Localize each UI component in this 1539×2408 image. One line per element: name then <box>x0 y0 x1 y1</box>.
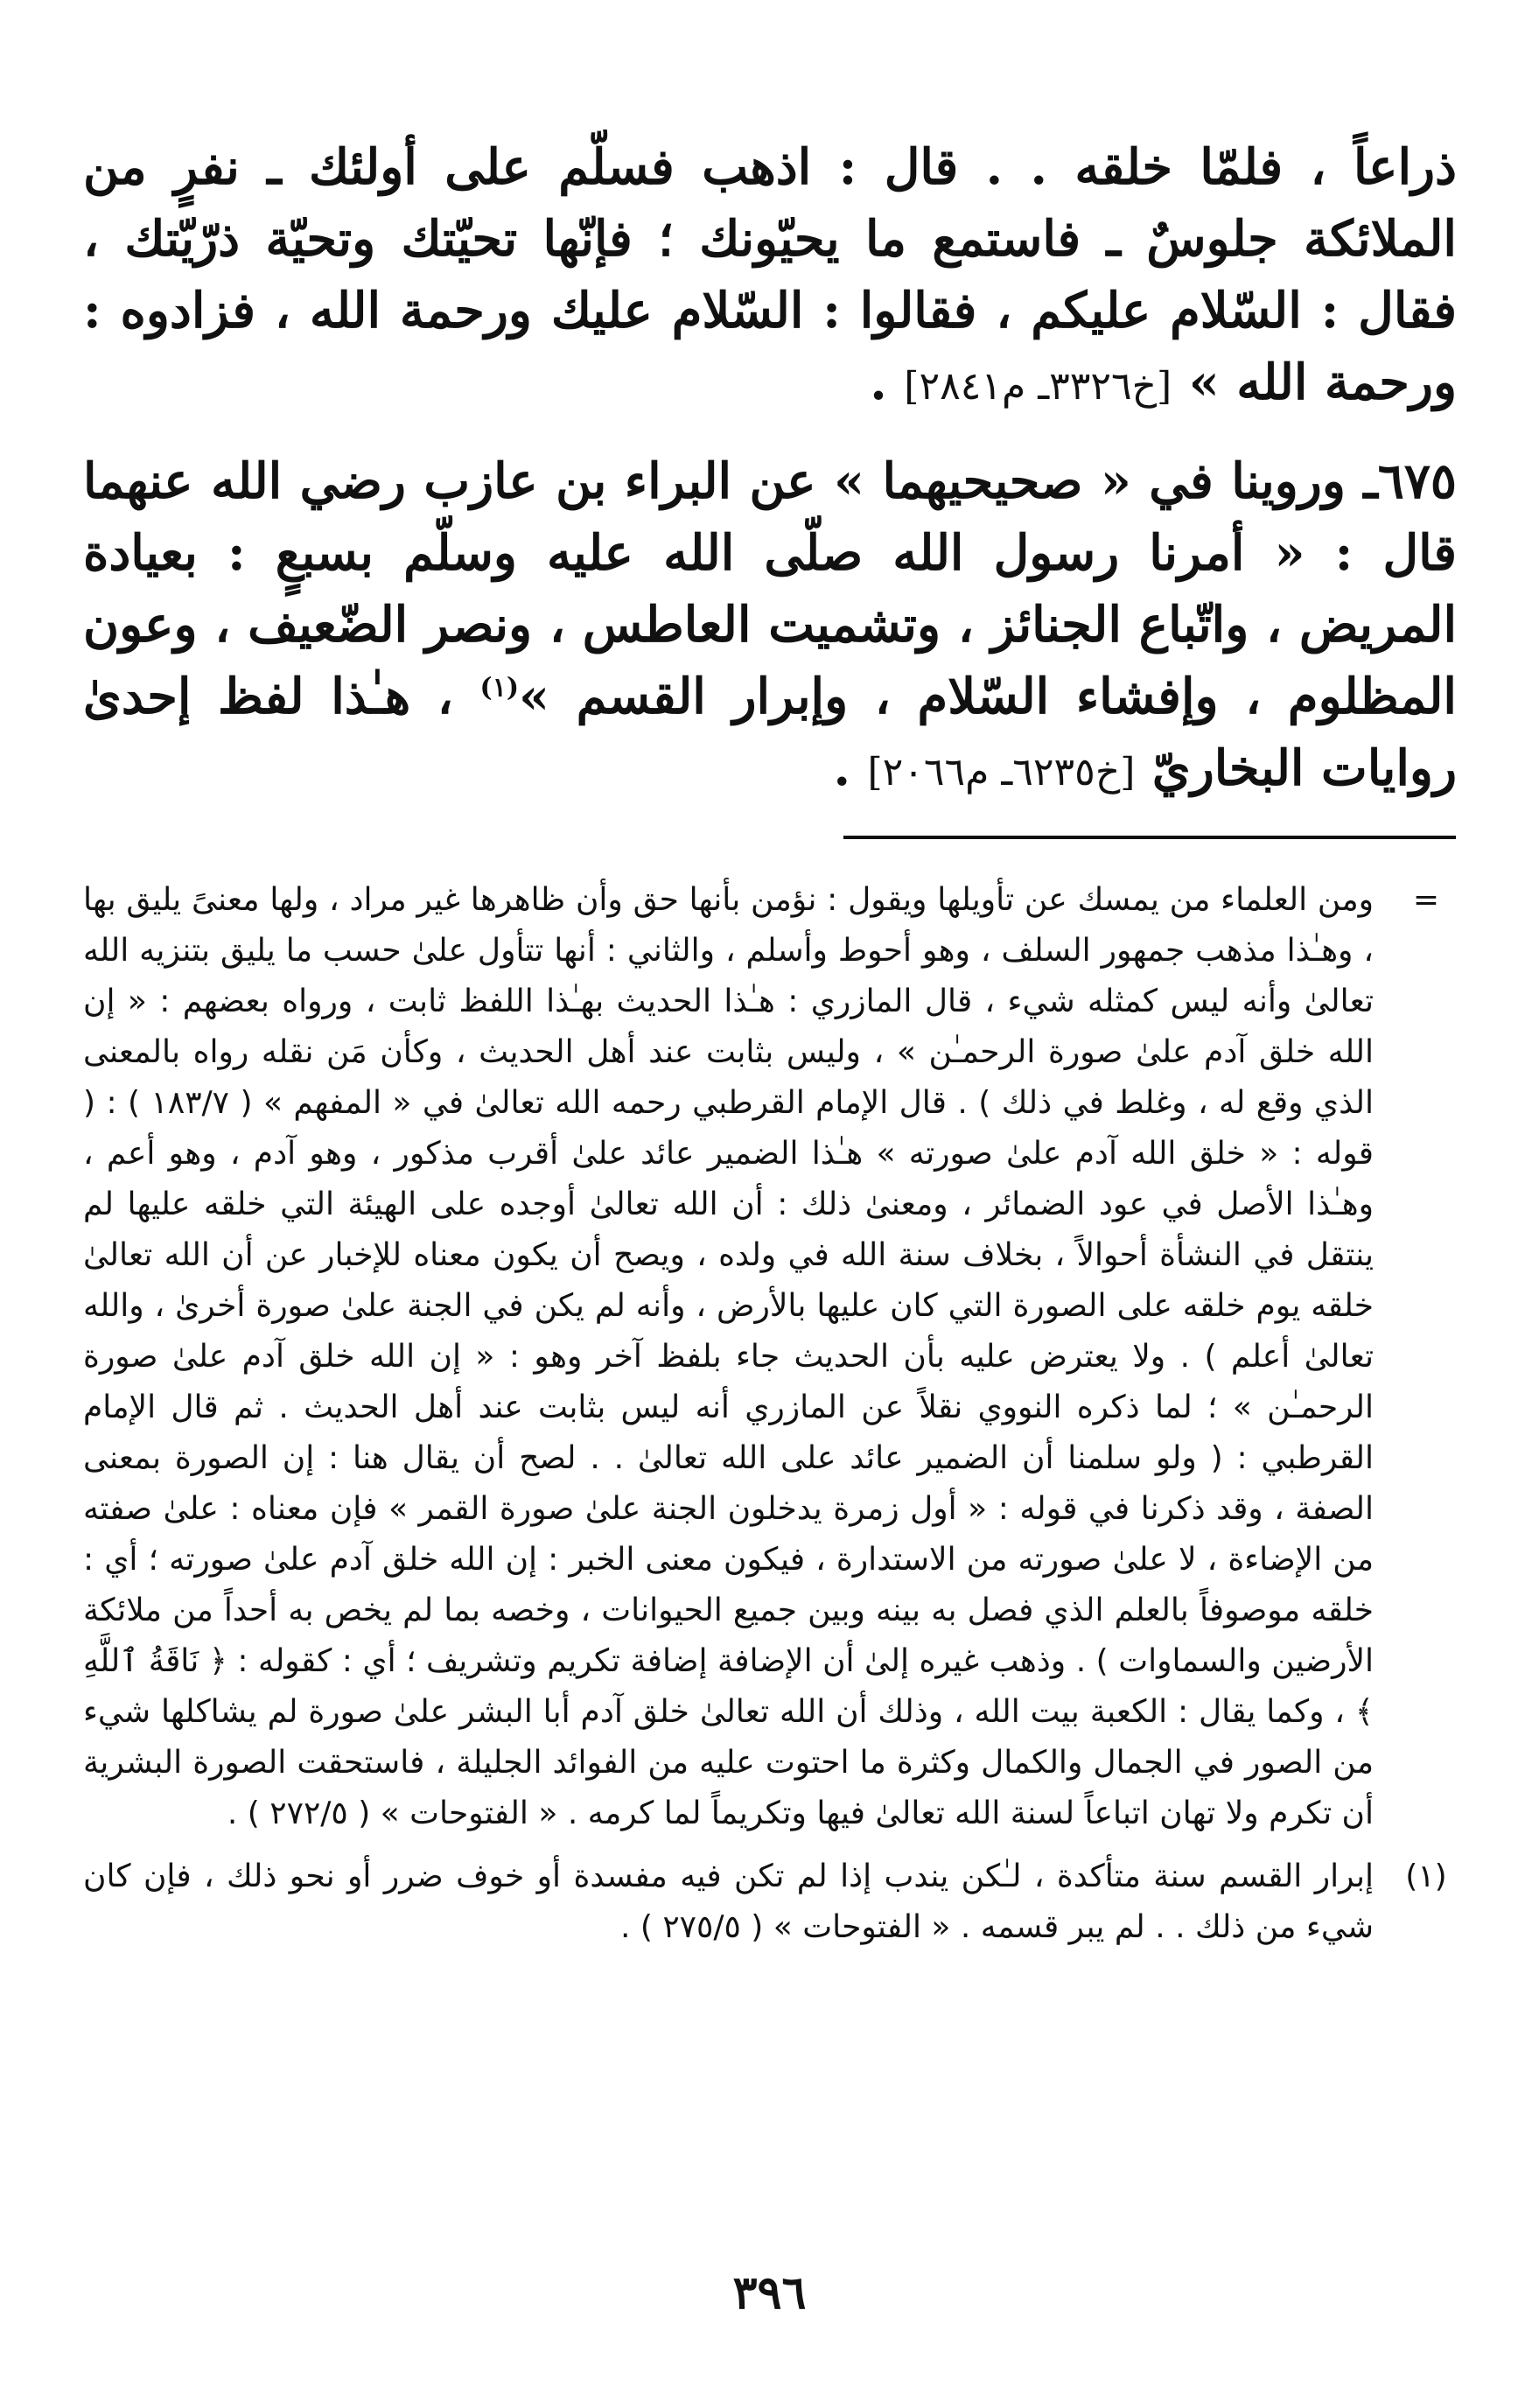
footnote-continuation-marker: = <box>1412 882 1440 918</box>
footnote-1 <box>83 1852 1457 1953</box>
footnote-text: ومن العلماء من يمسك عن تأويلها ويقول : نؤمن بأنها حق وأن ظاهرها غير مراد ، ولها معنىً يليق بها ، وهـٰذا مذهب جمهور السلف ، وهو أحوط وأسلم ، والثاني : أنها تتأول علىٰ حسب ما يليق بتنزيه الله تعالىٰ وأنه ليس كمثله شيء ، قال المازري : هـٰذا الحديث بهـٰذا اللفظ ثابت ، ورواه بعضهم : « إن الله خلق آدم علىٰ صورة الرحمـٰن » ، وليس بثابت عند أهل الحديث ، وكأن مَن نقله رواه بالمعنى الذي وقع له ، وغلط في ذلك ) . قال الإمام القرطبي رحمه الله تعالىٰ في « المفهم » ( ١٨٣/٧ ) : ( قوله : « خلق الله آدم علىٰ صورته » هـٰذا الضمير عائد علىٰ أقرب مذكور ، وهو آدم ، وهو أعم ، وهـٰذا الأصل في عود الضمائر ، ومعنىٰ ذلك : أن الله تعالىٰ أوجده على الهيئة التي خلقه عليها لم ينتقل في النشأة أحوالاً ، بخلاف سنة الله في ولده ، ويصح أن يكون معناه للإخبار عن أن الله تعالىٰ خلقه يوم خلقه على الصورة التي كان عليها بالأرض ، وأنه لم يكن في الجنة علىٰ صورة أخرىٰ ، والله تعالىٰ أعلم ) . ولا يعترض عليه بأن الحديث جاء بلفظ آخر وهو : « إن الله خلق آدم علىٰ صورة الرحمـٰن » ؛ لما ذكره النووي نقلاً عن المازري أنه ليس بثابت عند أهل الحديث . ثم قال الإمام القرطبي : ( ولو سلمنا أن الضمير عائد على الله تعالىٰ . . لصح أن يقال هنا : إن الصورة بمعنى الصفة ، وقد ذكرنا في قوله : « أول زمرة يدخلون الجنة علىٰ صورة القمر » فإن معناه : علىٰ صفته من الإضاءة ، لا علىٰ صورته من الاستدارة ، فيكون معنى الخبر : إن الله خلق آدم علىٰ صورته ؛ أي : خلقه موصوفاً بالعلم الذي فصل به بينه وبين جميع الحيوانات ، وخصه بما لم يخص به أحداً من ملائكة الأرضين والسماوات ) . وذهب غيره إلىٰ أن الإضافة إضافة تكريم وتشريف ؛ أي : كقوله : ﴿ نَاقَةُ ٱللَّهِ ﴾ ، وكما يقال : الكعبة بيت الله ، وذلك أن الله تعالىٰ خلق آدم أبا البشر علىٰ صورة لم يشاكلها شيء من الصور في الجمال والكمال وكثرة ما احتوت عليه من الفوائد الجليلة ، فاستحقت الصورة البشرية أن تكرم ولا تهان اتباعاً لسنة الله تعالىٰ فيها وتكريماً لما كرمه . « الفتوحات » ( ٢٧٢/٥ ) . <box>83 882 1374 1831</box>
footnote-ref-marker[interactable]: (١) <box>479 672 520 704</box>
hadith-paragraph-1 <box>83 131 1457 423</box>
page-number: ٣٩٦ <box>732 2266 807 2320</box>
hadith-text-1: ذراعاً ، فلمّا خلقه . . قال : اذهب فسلّم على أولئك ـ نفرٍ من الملائكة جلوسٌ ـ فاستمع ما يحيّونك ؛ فإنّها تحيّتك وتحيّة ذرّيّتك ، فقال : السّلام عليكم ، فقالوا : السّلام عليك ورحمة الله ، فزادوه : ورحمة الله » <box>83 138 1457 411</box>
hadith-end-1: . <box>870 354 905 411</box>
footnote-divider <box>843 836 1456 839</box>
footnote-text: إبرار القسم سنة متأكدة ، لـٰكن يندب إذا لم تكن فيه مفسدة أو خوف ضرر أو نحو ذلك ، فإن كان شيء من ذلك . . لم يبر قسمه . « الفتوحات » ( ٢٧٥/٥ ) . <box>83 1858 1374 1945</box>
hadith-reference-2: [خ٦٢٣٥ـ م٢٠٦٦] <box>867 750 1136 794</box>
hadith-continuation-2: ، هـٰذا لفظ إحدىٰ روايات البخاريّ <box>83 668 1457 797</box>
footnote-marker: (١) <box>1405 1858 1447 1894</box>
hadith-text-2: ٦٧٥ـ وروينا في « صحيحيهما » عن البراء بن عازب رضي الله عنهما قال : « أمرنا رسول الله صلّى الله عليه وسلّم بسبعٍ : بعيادة المريض ، واتّباع الجنائز ، وتشميت العاطس ، ونصر الضّعيف ، وعون المظلوم ، وإفشاء السّلام ، وإبرار القسم » <box>83 452 1457 725</box>
hadith-paragraph-2 <box>83 445 1457 808</box>
hadith-reference-1: [خ٣٣٢٦ـ م٢٨٤١] <box>904 364 1172 409</box>
hadith-end-2: . <box>833 739 868 797</box>
footnotes <box>83 875 1457 1965</box>
main-text <box>83 131 1457 831</box>
footnote-continued <box>83 875 1457 1839</box>
